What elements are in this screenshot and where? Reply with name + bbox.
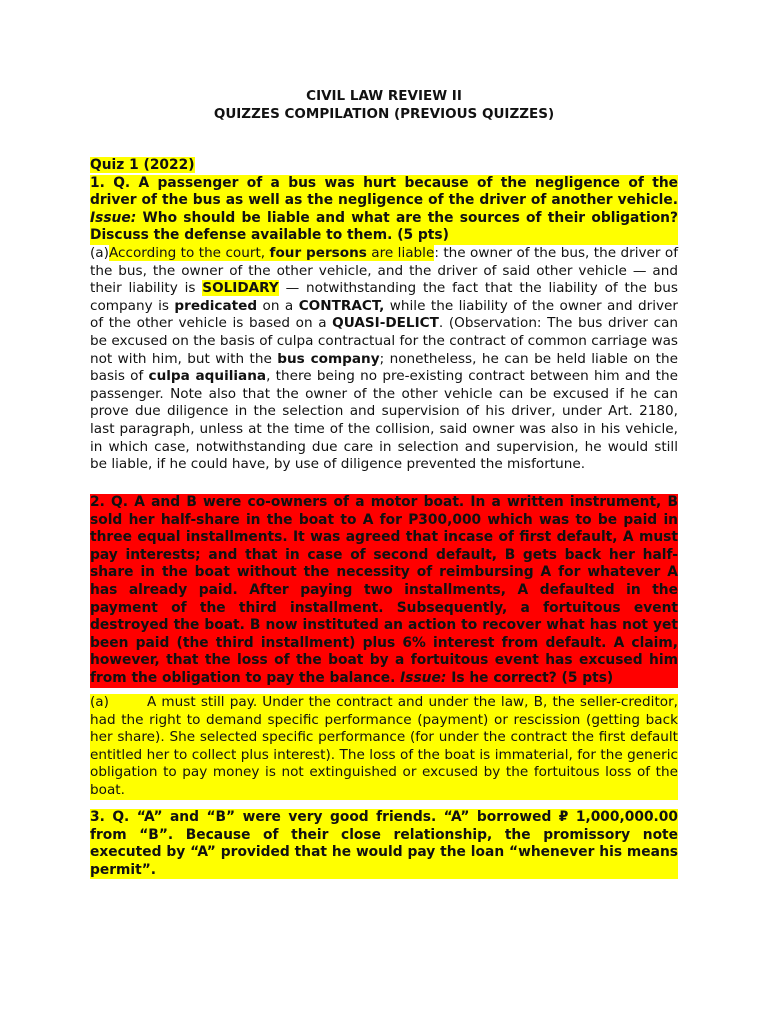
q2-answer: [90, 694, 678, 800]
q3-question: [90, 809, 678, 879]
answer-culpa-aquiliana: culpa aquiliana: [148, 368, 267, 385]
quiz1-answer-prefix: (a): [90, 245, 109, 261]
answer-contract: CONTRACT,: [298, 297, 385, 314]
q2-issue-label: Issue:: [400, 669, 447, 686]
quiz1-answer: [90, 245, 678, 474]
answer-bus-company: bus company: [277, 350, 380, 367]
q2-issue-text: Is he correct? (5 pts): [446, 669, 614, 686]
answer-highlight-four-persons: four persons: [269, 245, 367, 261]
q3-question-text: 3. Q. “A” and “B” were very good friends. “A” borrowed ₽ 1,000,000.00 from “B”. Because of their close relationship, the promissory note executed by “A” provided that he would pay the loan “whenever his means permit”.: [90, 809, 678, 878]
document-header: [0, 87, 768, 123]
quiz1-title: [90, 157, 678, 175]
answer-highlight-3: are liable: [366, 245, 435, 261]
answer-text-1: : the owner of the bus, the driver of the bus, the owner of the other vehicle, and the driver of said other vehicle — and their liability is: [90, 245, 678, 297]
quiz1-question-block: [90, 157, 678, 245]
answer-solidary: SOLIDARY: [202, 280, 279, 297]
q2-question-text: 2. Q. A and B were co-owners of a motor boat. In a written instrument, B sold her half-share in the boat to A for P300,000 which was to be paid in three equal installments. It was agreed that incase of first default, A must pay interests; and that in case of second default, B gets back her half-share in the boat without the necessity of reimbursing A for whatever A has already paid. After paying two installments, A defaulted in the payment of the third installment. Subsequently, a fortuitous event destroyed the boat. B now instituted an action to recover what has not yet been paid (the third installment) plus 6% interest from default. A claim, however, that the loss of the boat by a fortuitous event has excused him from the obligation to pay the balance.: [90, 494, 678, 686]
answer-predicated: predicated: [174, 297, 258, 314]
q2-question: [90, 494, 678, 688]
header-title: CIVIL LAW REVIEW II: [306, 88, 462, 104]
q2-answer-text: A must still pay. Under the contract and under the law, B, the seller-creditor, had the right to demand specific performance (payment) or rescission (getting back her share). She selected specific performance (for under the contract the first default entitled her to collect plus interest). The loss of the boat is immaterial, for the generic obligation to pay money is not extinguished or excused by the fortuitous loss of the boat.: [90, 694, 678, 798]
quiz1-issue-label: Issue:: [90, 209, 137, 226]
answer-text-3: on a: [257, 297, 299, 314]
quiz1-issue-text: Who should be liable and what are the sources of their obligation? Discuss the defense available to them. (5 pts): [90, 209, 678, 244]
answer-text-6: ; nonetheless, he can be held liable on the basis of: [90, 350, 678, 385]
answer-highlight-1: According to the court,: [108, 245, 270, 261]
answer-text-2: — notwithstanding the fact that the liability of the bus company is: [90, 280, 679, 314]
answer-text-5: . (Observation: The bus driver can be excused on the basis of culpa contractual for the contract of common carriage was not with him, but with the: [90, 315, 679, 367]
answer-quasi-delict: QUASI-DELICT: [332, 315, 439, 332]
header-subtitle: QUIZZES COMPILATION (PREVIOUS QUIZZES): [213, 106, 555, 122]
quiz1-question: [90, 175, 678, 245]
q2-answer-prefix: (a): [90, 694, 109, 710]
answer-text-4: while the liability of the owner and driver of the other vehicle is based on a: [90, 297, 678, 332]
answer-text-7: , there being no pre-existing contract between him and the passenger. Note also that the owner of the other vehicle can be excused if he can prove due diligence in the selection and supervision of his driver, under Art. 2180, last paragraph, unless at the time of the collision, said owner was also in his vehicle, in which case, notwithstanding due care in selection and supervision, he would still be liable, if he could have, by use of diligence prevented the misfortune.: [90, 368, 678, 473]
quiz1-question-lead: 1. Q. A passenger of a bus was hurt because of the negligence of the driver of the bus as well as the negligence of the driver of another vehicle.: [90, 174, 678, 209]
quiz1-title-text: Quiz 1 (2022): [90, 157, 195, 173]
